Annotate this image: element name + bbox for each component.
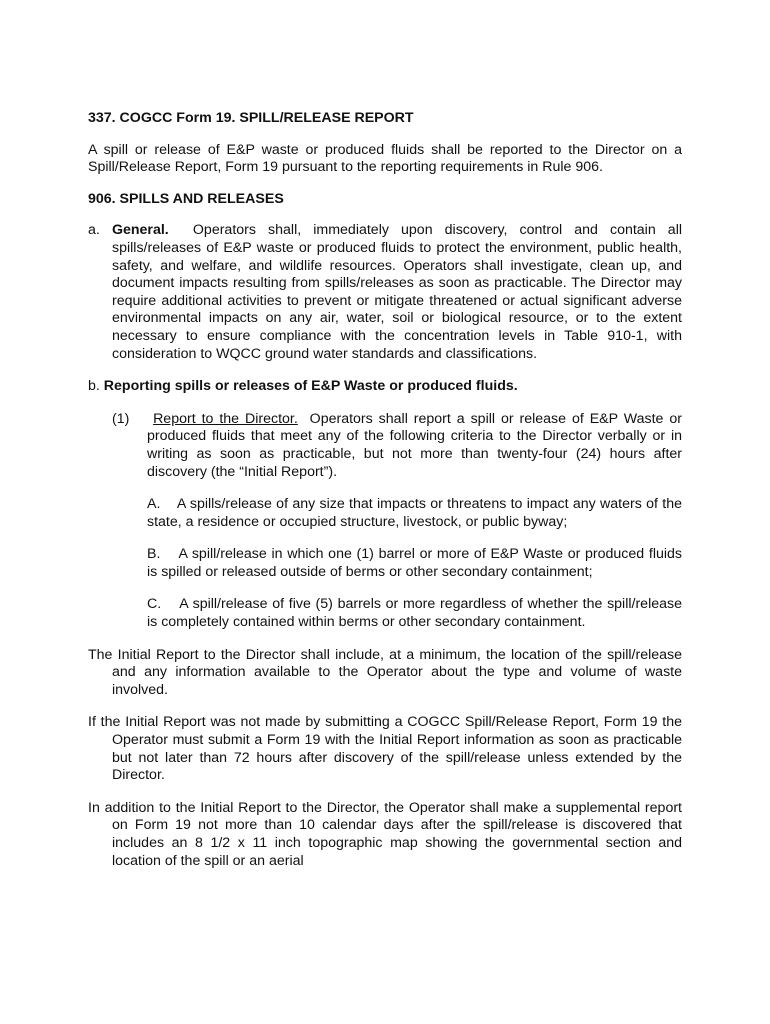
item-a-general [88,222,682,363]
criterion-a-text: A spills/release of any size that impacts or threatens to impact any waters of the state, a residence or occupied structure, livestock, or public byway; [147,496,682,530]
item-b1-marker: (1) [112,410,130,427]
criterion-a-marker: A. [147,496,161,513]
form-title: 337. COGCC Form 19. SPILL/RELEASE REPORT [88,110,414,126]
intro-paragraph: A spill or release of E&P waste or produced fluids shall be reported to the Director on a Spill/Release Report, Form 19 pursuant to the reporting requirements in Rule 906. [88,141,682,176]
item-b1-title: Report to the Director. [153,410,298,427]
item-b-reporting [88,378,682,396]
item-a-text: Operators shall, immediately upon discovery, control and contain all spills/releases of E&P waste or produced fluids to protect the environment, public health, safety, and welfare, and wildlife resources. Operators shall investigate, clean up, and document impacts resulting from spills/releases as soon as practicable. The Director may require additional activities to prevent or mitigate threatened or actual significant adverse environmental impacts on any air, water, soil or biological resource, or to the extent necessary to ensure compliance with the concentration levels in Table 910-1, with consideration to WQCC ground water standards and classifications. [112,222,683,362]
criterion-a [147,496,682,531]
item-b1-text: Operators shall report a spill or release of E&P Waste or produced fluids that meet any of the following criteria to the Director verbally or in writing as soon as practicable, but not more than twenty-four (24) hours after discovery (the “Initial Report”). [147,410,682,480]
criterion-b-text: A spill/release in which one (1) barrel or more of E&P Waste or produced fluids is spilled or released outside of berms or other secondary containment; [147,546,683,580]
supplemental-report-paragraph: In addition to the Initial Report to the Director, the Operator shall make a supplemental report on Form 19 not more than 10 calendar days after the spill/release is discovered that includes an 8 1/2 x 11 inch topographic map showing the governmental section and location of the spill or an aerial [88,799,682,869]
initial-report-contents-paragraph: The Initial Report to the Director shall include, at a minimum, the location of the spill/release and any information available to the Operator about the type and volume of waste involved. [88,646,682,698]
item-b-title: Reporting spills or releases of E&P Waste or produced fluids. [103,378,518,395]
item-b-marker: b. [88,378,100,395]
item-a-title: General. [111,222,169,239]
criterion-c-marker: C. [147,596,162,613]
section-title: 906. SPILLS AND RELEASES [88,190,284,207]
criterion-c [147,596,682,631]
item-b1-report-to-director [112,411,682,481]
criterion-b-marker: B. [147,546,161,563]
criterion-b [147,546,682,581]
form-19-submission-paragraph: If the Initial Report was not made by submitting a COGCC Spill/Release Report, Form 19 the Operator must submit a Form 19 with the Initial Report information as soon as practicable but not later than 72 hours after discovery of the spill/release unless extended by the Director. [88,714,682,784]
criterion-c-text: A spill/release of five (5) barrels or more regardless of whether the spill/release is completely contained within berms or other secondary containment. [147,596,682,631]
item-a-marker: a. [88,222,100,239]
